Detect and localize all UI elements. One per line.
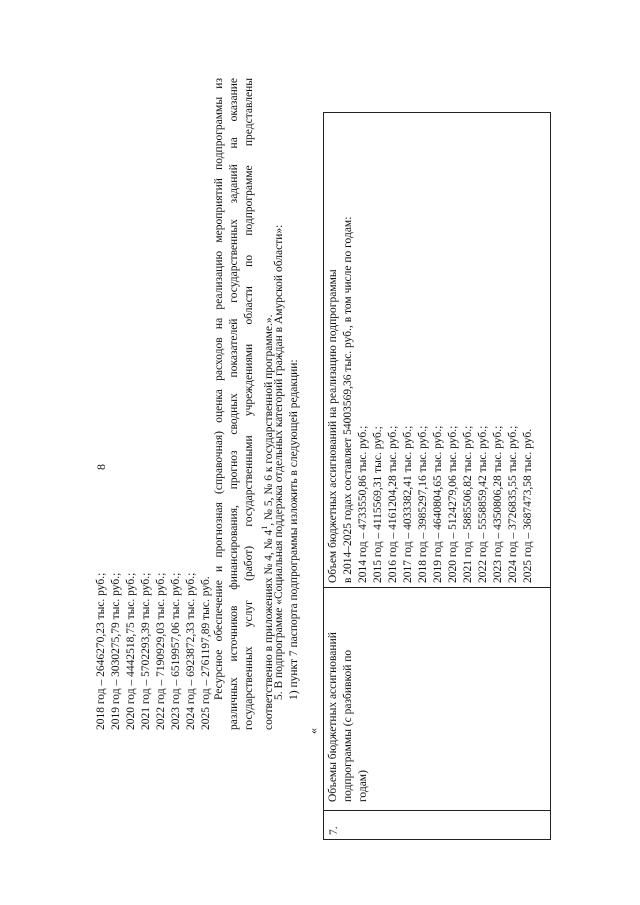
paragraph-line-4-text: соответственно в приложениях № 4, № 4 — [262, 529, 275, 730]
table-year-line: 2020 год – 5124279,06 тыс. руб.; — [447, 425, 459, 583]
table-year-line: 2018 год – 3985297,16 тыс. руб.; — [417, 425, 429, 583]
table-label-line: Объемы бюджетных ассигнований — [327, 632, 339, 802]
superscript: 1 — [260, 525, 269, 530]
paragraph-line-2: различных источников финансирования, прогноз сводных показателей государственных заданий на оказание — [228, 78, 240, 730]
value-intro-line-1: Объем бюджетных ассигнований на реализацию подпрограммы — [327, 269, 339, 583]
table-year-line: 2016 год – 4161204,28 тыс. руб.; — [387, 425, 399, 583]
year-line: 2019 год – 3030275,79 тыс. руб.; — [110, 572, 122, 730]
table-year-line: 2024 год – 3726835,55 тыс. руб.; — [507, 425, 519, 583]
table-year-line: 2023 год – 4350806,28 тыс. руб.; — [492, 425, 504, 583]
item-5-subitem: 1) пункт 7 паспорта подпрограммы изложить в следующей редакции: — [288, 359, 300, 700]
table-row-number: 7. — [328, 826, 340, 835]
page-number: 8 — [94, 464, 108, 470]
year-line: 2020 год – 4442518,75 тыс. руб.; — [125, 572, 137, 730]
table-label-line: подпрограммы (с разбивкой по — [342, 649, 354, 802]
year-line: 2025 год – 2761197,89 тыс. руб. — [200, 576, 212, 730]
year-line: 2021 год – 5702293,39 тыс. руб.; — [140, 572, 152, 730]
table-year-line: 2017 год – 4033382,41 тыс. руб.; — [402, 425, 414, 583]
paragraph-line-3: государственных услуг (работ) государственными учреждениями области по подпрограмме представлены — [243, 78, 255, 730]
table-year-line: 2014 год – 4733550,86 тыс. руб.; — [357, 425, 369, 583]
table-year-line: 2015 год – 4115569,31 тыс. руб.; — [372, 426, 384, 583]
table-cell-label — [323, 587, 551, 811]
table-year-line: 2021 год – 5885506,82 тыс. руб.; — [462, 425, 474, 583]
year-line: 2024 год – 6923872,33 тыс. руб.; — [185, 572, 197, 730]
item-5-heading: 5. В подпрограмме «Социальная поддержка отдельных категорий граждан в Амурской области»: — [273, 224, 285, 700]
rotated-content — [95, 50, 555, 840]
open-quote: « — [306, 728, 320, 734]
table-year-line: 2022 год – 5558859,42 тыс. руб.; — [477, 425, 489, 583]
table-cell-value — [323, 112, 551, 588]
table-cell-number — [323, 810, 551, 840]
year-line: 2022 год – 7190929,03 тыс. руб.; — [155, 572, 167, 730]
table-year-line: 2019 год – 4640804,65 тыс. руб.; — [432, 425, 444, 583]
year-line: 2023 год – 6519957,06 тыс. руб.; — [170, 572, 182, 730]
paragraph-line-4-end: , № 5, № 6 к государственной программе.». — [262, 314, 275, 526]
year-line: 2018 год – 2646270,23 тыс. руб.; — [95, 572, 107, 730]
paragraph-line-1: Ресурсное обеспечение и прогнозная (справочная) оценка расходов на реализацию мероприятий подпрограммы из — [213, 78, 225, 700]
value-intro-line-2: в 2014–2025 годах составляет 54003569,36 тыс. руб., в том числе по годам: — [342, 216, 354, 583]
table-year-line: 2025 год – 3687473,58 тыс. руб. — [522, 428, 534, 583]
table-label-line: годам) — [357, 770, 369, 802]
